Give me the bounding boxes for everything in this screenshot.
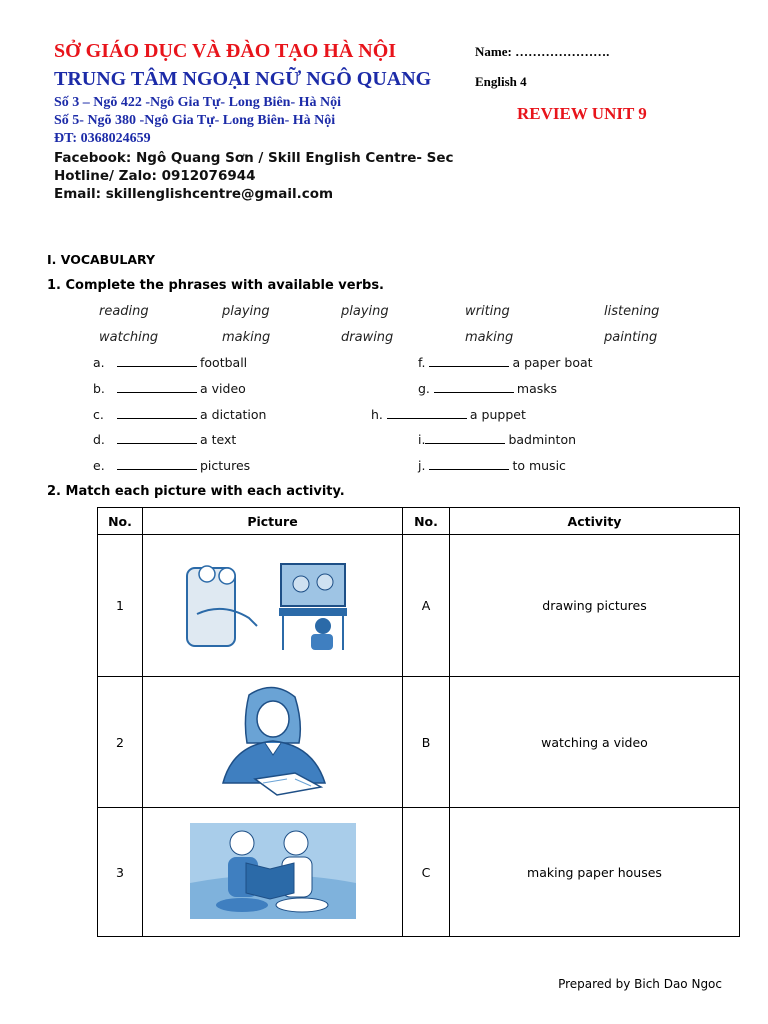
item-label: j. (418, 458, 426, 473)
word-bank-item: painting (604, 330, 658, 345)
exercise-item-f (418, 355, 593, 370)
exercise-item-j (418, 458, 566, 473)
answer-blank[interactable] (434, 381, 514, 393)
table-row (98, 677, 740, 808)
facebook-line: Facebook: Ngô Quang Sơn / Skill English Centre- Sec (54, 150, 454, 166)
row-number: 3 (98, 808, 143, 937)
center-title: TRUNG TÂM NGOẠI NGỮ NGÔ QUANG (54, 68, 432, 90)
item-label: f. (418, 355, 426, 370)
table-header-row (98, 508, 740, 535)
activity-text: drawing pictures (450, 535, 740, 677)
item-label: e. (93, 458, 105, 473)
table-row (98, 535, 740, 677)
answer-blank[interactable] (117, 355, 197, 367)
item-label: i. (418, 432, 426, 447)
department-title: SỞ GIÁO DỤC VÀ ĐÀO TẠO HÀ NỘI (54, 40, 397, 62)
item-label: a. (93, 355, 105, 370)
exercise-item-d (93, 432, 236, 447)
watching-tv-picture (183, 554, 363, 654)
item-label: h. (371, 407, 383, 422)
exercise-item-e (93, 458, 250, 473)
footer-credit: Prepared by Bich Dao Ngoc (558, 977, 722, 991)
answer-blank[interactable] (429, 355, 509, 367)
word-bank-item: writing (465, 304, 510, 319)
answer-blank[interactable] (117, 458, 197, 470)
item-text: a text (200, 432, 237, 447)
subject-label: English 4 (475, 74, 527, 89)
item-label: b. (93, 381, 105, 396)
column-header: Activity (450, 508, 740, 535)
word-bank-item: listening (604, 304, 660, 319)
exercise-item-c (93, 407, 266, 422)
picture-cell (143, 677, 403, 808)
column-header: No. (98, 508, 143, 535)
answer-blank[interactable] (425, 432, 505, 444)
phone-line: ĐT: 0368024659 (54, 131, 151, 146)
answer-blank[interactable] (117, 407, 197, 419)
word-bank-item: playing (341, 304, 389, 319)
address-line-1: Số 3 – Ngõ 422 -Ngô Gia Tự- Long Biên- Hà Nội (54, 95, 341, 110)
table-row (98, 808, 740, 937)
name-field-label: Name: …………………. (475, 44, 610, 59)
email-line: Email: skillenglishcentre@gmail.com (54, 186, 334, 202)
exercise-item-b (93, 381, 246, 396)
item-text: a video (200, 381, 246, 396)
address-line-2: Số 5- Ngõ 380 -Ngô Gia Tự- Long Biên- Hà Nội (54, 113, 336, 128)
item-text: a paper boat (512, 355, 593, 370)
answer-blank[interactable] (117, 432, 197, 444)
row-number: 2 (98, 677, 143, 808)
item-text: a dictation (200, 407, 267, 422)
hotline-line: Hotline/ Zalo: 0912076944 (54, 168, 256, 184)
answer-blank[interactable] (429, 458, 509, 470)
word-bank-item: playing (222, 304, 270, 319)
column-header: Picture (143, 508, 403, 535)
word-bank-item: making (465, 330, 514, 345)
row-number: 1 (98, 535, 143, 677)
exercise-item-i (418, 432, 576, 447)
activity-letter: A (403, 535, 450, 677)
activity-text: making paper houses (450, 808, 740, 937)
activity-letter: B (403, 677, 450, 808)
item-text: football (200, 355, 248, 370)
activity-letter: C (403, 808, 450, 937)
activity-text: watching a video (450, 677, 740, 808)
matching-table (97, 507, 740, 937)
word-bank-item: reading (99, 304, 149, 319)
section-title: I. VOCABULARY (47, 252, 155, 267)
exercise-item-a (93, 355, 247, 370)
picture-cell (143, 808, 403, 937)
reading-kids-picture (190, 823, 356, 919)
item-text: pictures (200, 458, 251, 473)
review-title: REVIEW UNIT 9 (517, 104, 647, 123)
question-1: 1. Complete the phrases with available verbs. (47, 278, 384, 293)
item-text: masks (516, 381, 558, 396)
item-label: d. (93, 432, 105, 447)
item-label: g. (418, 381, 430, 396)
question-2: 2. Match each picture with each activity. (47, 484, 345, 499)
picture-cell (143, 535, 403, 677)
word-bank-item: drawing (341, 330, 394, 345)
item-label: c. (93, 407, 104, 422)
word-bank-item: watching (99, 330, 159, 345)
writing-girl-picture (203, 683, 343, 799)
answer-blank[interactable] (387, 407, 467, 419)
item-text: a puppet (469, 407, 526, 422)
word-bank-item: making (222, 330, 271, 345)
exercise-item-h (371, 407, 526, 422)
column-header: No. (403, 508, 450, 535)
item-text: badminton (508, 432, 577, 447)
answer-blank[interactable] (117, 381, 197, 393)
exercise-item-g (418, 381, 557, 396)
item-text: to music (512, 458, 566, 473)
